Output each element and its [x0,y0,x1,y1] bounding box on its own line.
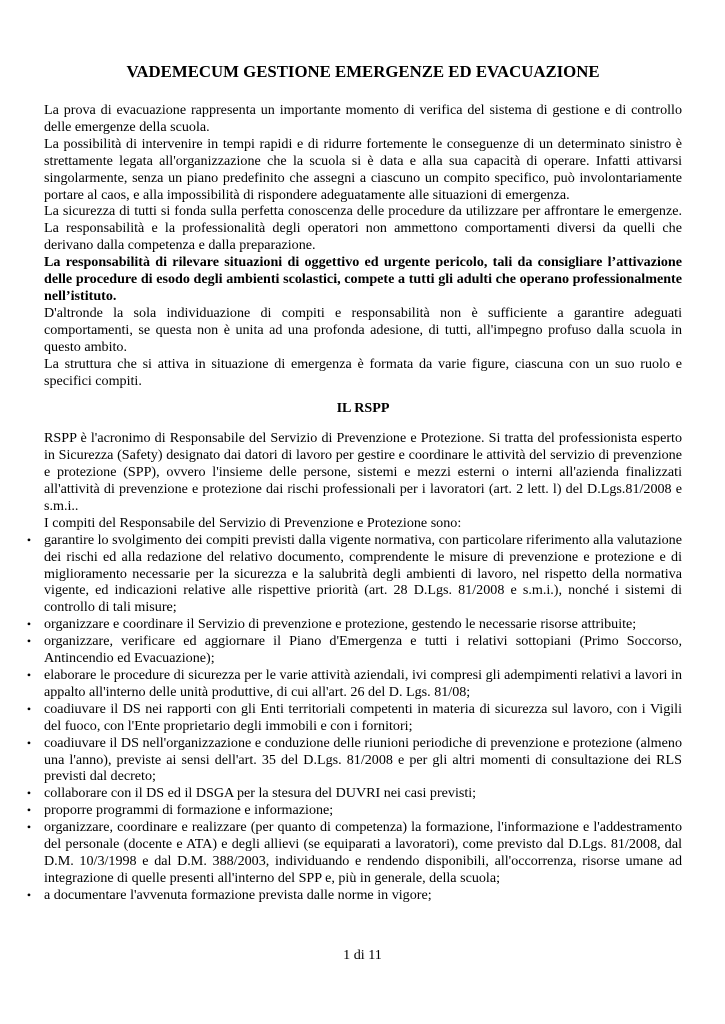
bullet-icon: • [26,634,32,649]
list-item-text: a documentare l'avvenuta formazione prevista dalle norme in vigore; [44,886,432,903]
list-item-text: proporre programmi di formazione e informazione; [44,802,334,819]
list-item [26,616,682,633]
list-item [26,819,682,887]
document-title: VADEMECUM GESTIONE EMERGENZE ED EVACUAZIONE [126,62,600,81]
rspp-definition: RSPP è l'acronimo di Responsabile del Servizio di Prevenzione e Protezione. Si tratta del professionista esperto in Sicurezza (Safety) designato dai datori di lavoro per gestire e coordinare le attività del servizio di prevenzione e protezione (SPP), ovvero l'insieme delle persone, sistemi e mezzi esterni o interni all'azienda finalizzati all'attività di prevenzione e protezione dai rischi professionali per i lavoratori (art. 2 lett. l) del D.Lgs.81/2008 e s.m.i.. [44,430,682,514]
bullet-icon: • [26,820,32,835]
intro-paragraph: La sicurezza di tutti si fonda sulla perfetta conoscenza delle procedure da utilizzare per affrontare le emergenze. La responsabilità e la professionalità degli operatori non ammettono comportamenti diversi da quelli che derivano dalla competenza e dalla preparazione. [44,203,682,254]
bullet-icon: • [26,617,32,632]
bullet-icon: • [26,786,32,801]
list-item [26,531,682,617]
page-number: 1 di 11 [343,947,382,963]
intro-paragraph: La prova di evacuazione rappresenta un importante momento di verifica del sistema di gestione e di controllo delle emergenze della scuola. [44,102,682,135]
list-item [26,700,682,735]
list-item [26,633,682,667]
section-heading-rspp: IL RSPP [336,400,390,417]
list-item [26,802,682,819]
bullet-icon: • [26,735,32,750]
list-item-text: garantire lo svolgimento dei compiti previsti dalla vigente normativa, con particolare riferimento alla valutazione dei rischi ed alla redazione del relativo documento, comprendente le misure di prevenzione e protezione e di miglioramento necessarie per la sicurezza e la salubrità degli ambienti di lavoro, nel rispetto della normativa vigente, ed indicazioni relative alle rispettive priorità (art. 28 D.Lgs. 81/2008 e s.m.i.), nonché i sistemi di controllo di tali misure; [44,531,682,616]
list-item [26,785,682,802]
closing-paragraph: La struttura che si attiva in situazione di emergenza è formata da varie figure, ciascuna con un suo ruolo e specifici compiti. [44,355,682,389]
document-page [26,62,682,904]
bold-responsibility-paragraph: La responsabilità di rilevare situazioni di oggettivo ed urgente pericolo, tali da consigliare l’attivazione delle procedure di esodo degli ambienti scolastici, compete a tutti gli adulti che operano professionalmente nell’istituto. [44,254,682,304]
intro-paragraph: La possibilità di intervenire in tempi rapidi e di ridurre fortemente le conseguenze di un determinato sinistro è strettamente legata all'organizzazione che la scuola si è data e alla sua capacità di operare. Infatti attivarsi singolarmente, senza un piano predefinito che assegni a ciascuno un compito specifico, può involontariamente portare al caos, e alla impossibilità di rispondere adeguatamente alle situazioni di emergenza. [44,135,682,203]
bullet-icon: • [26,532,32,547]
list-item [26,734,682,786]
list-item-text: organizzare, verificare ed aggiornare il Piano d'Emergenza e tutti i relativi sottopiani (Primo Soccorso, Antincendio ed Evacuazione); [44,633,682,667]
closing-paragraph: D'altronde la sola individuazione di compiti e responsabilità non è sufficiente a garantire adeguati comportamenti, se questa non è unita ad una profonda adesione, di tutti, all'impegno profuso dalla scuola in questo ambito. [44,304,682,355]
list-item-text: coadiuvare il DS nei rapporti con gli Enti territoriali competenti in materia di sicurezza sul lavoro, con i Vigili del fuoco, con l'Ente proprietario degli immobili e con i fornitori; [44,700,682,734]
bullet-icon: • [26,887,32,902]
bullet-icon: • [26,701,32,716]
list-item [26,886,682,904]
list-item-text: coadiuvare il DS nell'organizzazione e conduzione delle riunioni periodiche di prevenzione e protezione (almeno una l'anno), previste ai sensi dell'art. 35 del D.Lgs. 81/2008 e per gli altri momenti di consultazione dei RLS previsti dal decreto; [44,734,682,785]
list-item-text: elaborare le procedure di sicurezza per le varie attività aziendali, ivi compresi gli adempimenti relativi a lavori in appalto all'interno delle unità produttive, di cui all'art. 26 del D. Lgs. 81/08; [44,667,682,700]
list-item [26,667,682,701]
bullet-icon: • [26,668,32,682]
bullet-icon: • [26,803,32,818]
rspp-duties-intro: I compiti del Responsabile del Servizio di Prevenzione e Protezione sono: [44,514,462,531]
list-item-text: collaborare con il DS ed il DSGA per la stesura del DUVRI nei casi previsti; [44,785,477,802]
list-item-text: organizzare e coordinare il Servizio di prevenzione e protezione, gestendo le necessarie risorse attribuite; [44,616,637,633]
list-item-text: organizzare, coordinare e realizzare (per quanto di competenza) la formazione, l'informazione e l'addestramento del personale (docente e ATA) e degli allievi (se equiparati a lavoratori), come previsto dal D.Lgs. 81/2008, dal D.M. 10/3/1998 e dal D.M. 388/2003, individuando e rendendo disponibili, all'occorrenza, risorse umane ad integrazione di quelle presenti all'interno del SPP e, più in generale, della scuola; [44,819,682,886]
rspp-duties-list [26,531,682,904]
